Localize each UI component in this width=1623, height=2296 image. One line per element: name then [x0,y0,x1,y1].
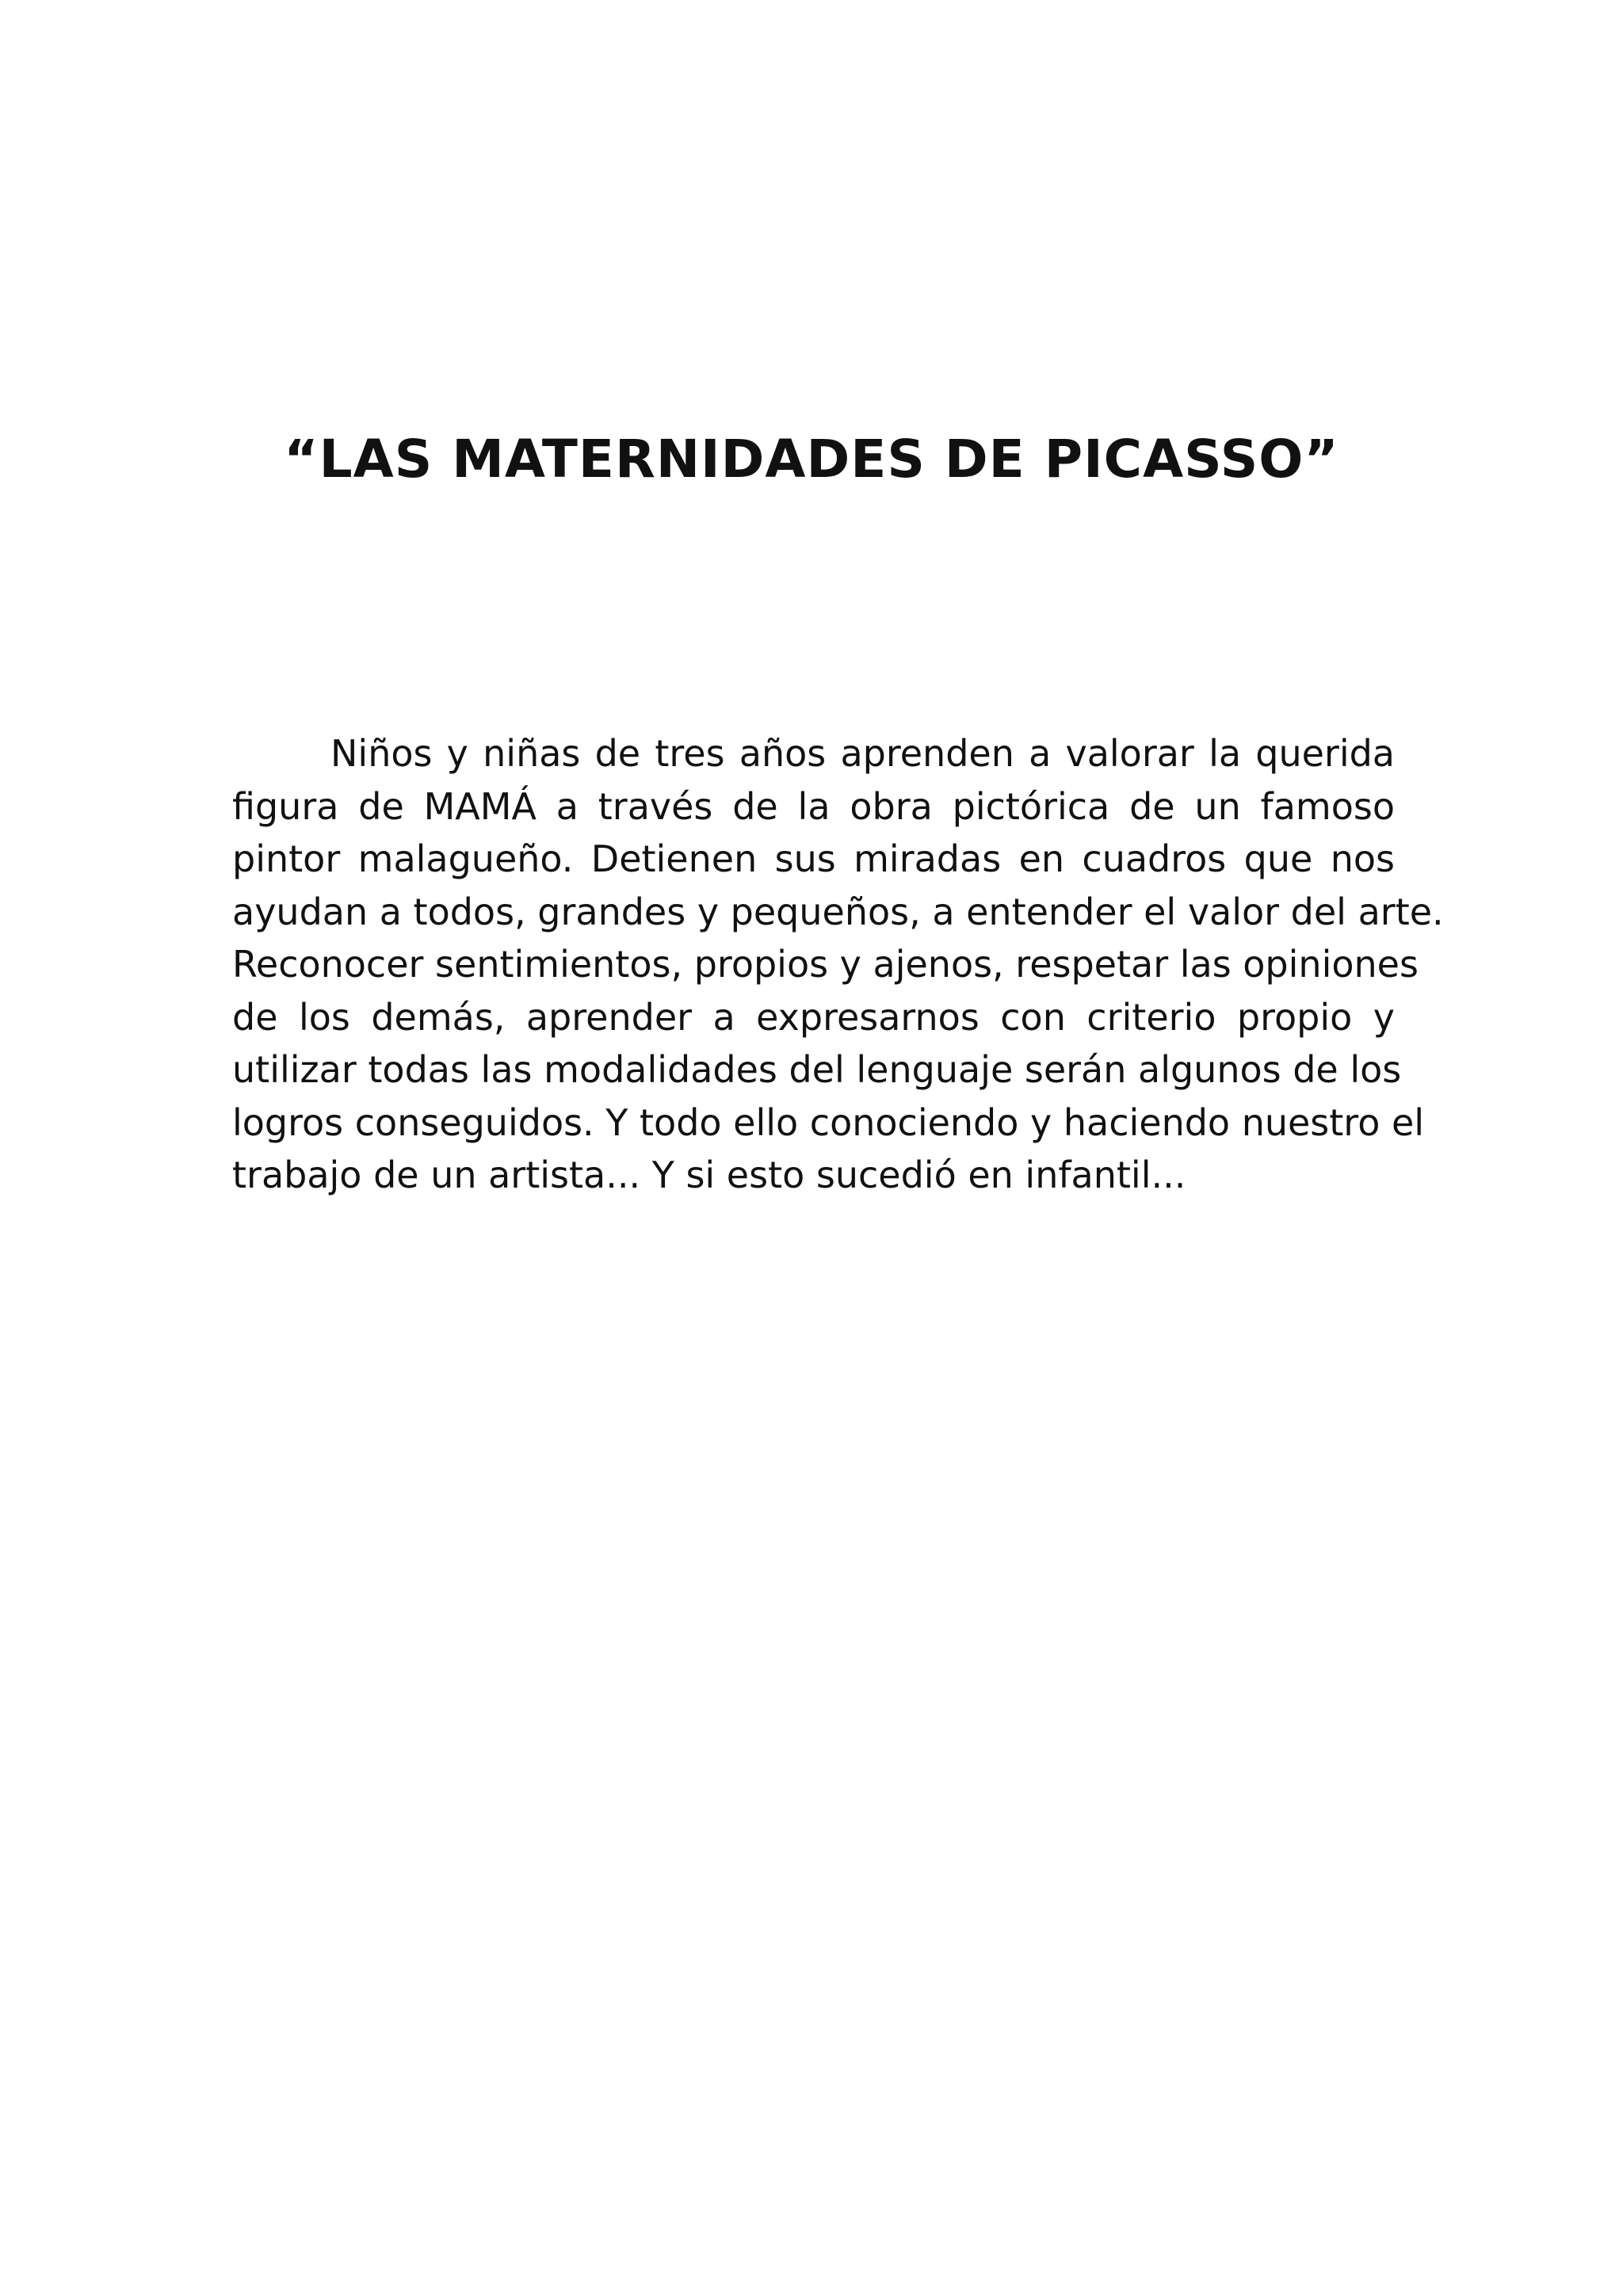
paragraph-line: Reconocer sentimientos, propios y ajenos, respetar las opiniones [232,943,1419,986]
paragraph-line: figura de MAMÁ a través de la obra pictórica de un famoso [232,784,1395,828]
paragraph-line: trabajo de un artista... Y si esto sucedió en infantil... [232,1154,1186,1196]
paragraph-line: utilizar todas las modalidades del lenguaje serán algunos de los [232,1048,1402,1091]
paragraph-line: Niños y niñas de tres años aprenden a valorar la querida [330,732,1395,775]
body-paragraph [232,727,1444,1202]
document-title: “LAS MATERNIDADES DE PICASSO” [284,429,1339,490]
paragraph-line: pintor malagueño. Detienen sus miradas en cuadros que nos [232,837,1395,880]
paragraph-line: logros conseguidos. Y todo ello conociendo y haciendo nuestro el [232,1100,1425,1144]
paragraph-line: ayudan a todos, grandes y pequeños, a entender el valor del arte. [232,890,1444,933]
paragraph-line: de los demás, aprender a expresarnos con criterio propio y [232,995,1395,1039]
